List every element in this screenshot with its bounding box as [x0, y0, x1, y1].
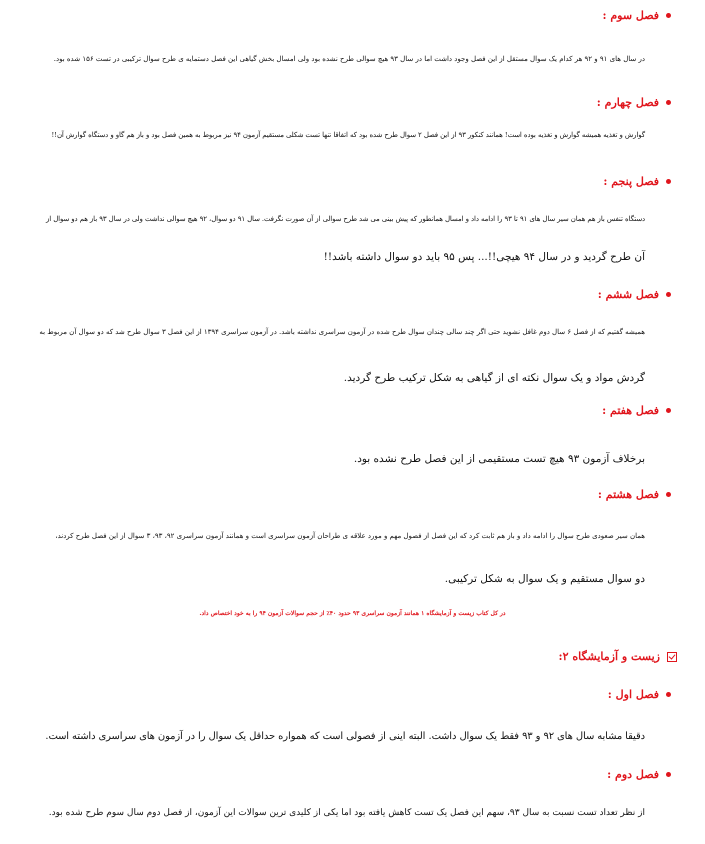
bullet-icon: [666, 13, 671, 18]
paragraph-line: از نظر تعداد تست نسبت به سال ۹۳، سهم این فصل یک تست کاهش یافته بود اما یکی از کلیدی ترین سوالات این آزمون، از فصل دوم سال سوم طرح شده بود.: [48, 808, 645, 818]
chapter-heading-5: [603, 175, 671, 188]
chapter-heading-label: فصل دوم :: [607, 768, 659, 781]
bullet-icon: [666, 492, 671, 497]
chapter-heading-1: [608, 688, 671, 701]
paragraph-line: گوارش و تغذیه همیشه گوارش و تغذیه بوده است! همانند کنکور ۹۳ از این فصل ۲ سوال طرح شده بود که اتفاقا تنها تست شکلی مستقیم آزمون ۹۴ نیز مربوط به همین فصل بود و باز هم گاو و دستگاه گوارش آن!!: [51, 131, 645, 139]
paragraph-line: دقیقا مشابه سال های ۹۲ و ۹۳ فقط یک سوال داشت. البته اینی از فصولی است که همواره حداقل یک سوال را در آزمون های سراسری داشته است.: [45, 731, 645, 742]
chapter-heading-7: [602, 404, 671, 417]
chapter-heading-4: [597, 96, 671, 109]
chapter-heading-label: فصل اول :: [607, 688, 659, 701]
summary-note: در کل کتاب زیست و آزمایشگاه ۱ همانند آزمون سراسری ۹۳ حدود ۴۰٪ از حجم سوالات آزمون ۹۴ را به خود اختصاص داد.: [199, 610, 506, 617]
paragraph-line: دستگاه تنفس باز هم همان سیر سال های ۹۱ تا ۹۳ را ادامه داد و امسال همانطور که پیش بینی می شد طرح سوالی از آن صورت نگرفت. سال ۹۱ دو سوال، ۹۲ هیچ سوالی نداشت ولی در سال ۹۳ باز هم دو سوال از: [45, 215, 645, 223]
checkbox-icon: [667, 652, 677, 662]
chapter-heading-label: فصل سوم :: [602, 9, 659, 22]
chapter-heading-label: فصل ششم :: [597, 288, 659, 301]
bullet-icon: [666, 179, 671, 184]
bullet-icon: [666, 772, 671, 777]
chapter-heading-label: فصل پنجم :: [603, 175, 659, 188]
bullet-icon: [666, 100, 671, 105]
paragraph-line: برخلاف آزمون ۹۳ هیچ تست مستقیمی از این فصل طرح نشده بود.: [353, 453, 645, 465]
chapter-heading-6: [598, 288, 671, 301]
paragraph-line: آن طرح گردید و در سال ۹۴ هیچی!!... پس ۹۵ باید دو سوال داشته باشد!!: [323, 251, 645, 263]
paragraph-line: در سال های ۹۱ و ۹۲ هر کدام یک سوال مستقل از این فصل وجود داشت اما در سال ۹۳ هیچ سوالی طرح نشده بود ولی امسال بخش گیاهی این فصل دستمایه ی طرح سوال ترکیبی در تست ۱۵۶ شده بود.: [53, 55, 645, 63]
paragraph-line: گردش مواد و یک سوال نکته ای از گیاهی به شکل ترکیب طرح گردید.: [343, 372, 645, 384]
paragraph-line: همیشه گفتیم که از فصل ۶ سال دوم غافل نشوید حتی اگر چند سالی چندان سوال طرح شده در آزمون سراسری نداشته باشد. در آزمون سراسری ۱۳۹۴ از این فصل ۳ سوال طرح شد که دو سوال آن مربوط به: [39, 328, 645, 336]
chapter-heading-label: فصل هشتم :: [597, 488, 659, 501]
bullet-icon: [666, 292, 671, 297]
chapter-heading-label: فصل هفتم :: [602, 404, 659, 417]
bullet-icon: [666, 692, 671, 697]
paragraph-line: همان سیر صعودی طرح سوال را ادامه داد و باز هم ثابت کرد که این فصل از فصول مهم و مورد علاقه ی طراحان آزمون سراسری است و همانند آزمون سراسری ۹۲، ۹۳، ۳ سوال از این فصل طرح کردند،: [55, 532, 645, 540]
chapter-heading-2: [607, 768, 671, 781]
bullet-icon: [666, 408, 671, 413]
section-title: [559, 650, 677, 663]
section-title-label: زیست و آزمایشگاه ۲:: [558, 650, 660, 663]
chapter-heading-label: فصل چهارم :: [596, 96, 659, 109]
chapter-heading-8: [598, 488, 671, 501]
paragraph-line: دو سوال مستقیم و یک سوال به شکل ترکیبی.: [444, 573, 645, 585]
chapter-heading-3: [602, 9, 671, 22]
